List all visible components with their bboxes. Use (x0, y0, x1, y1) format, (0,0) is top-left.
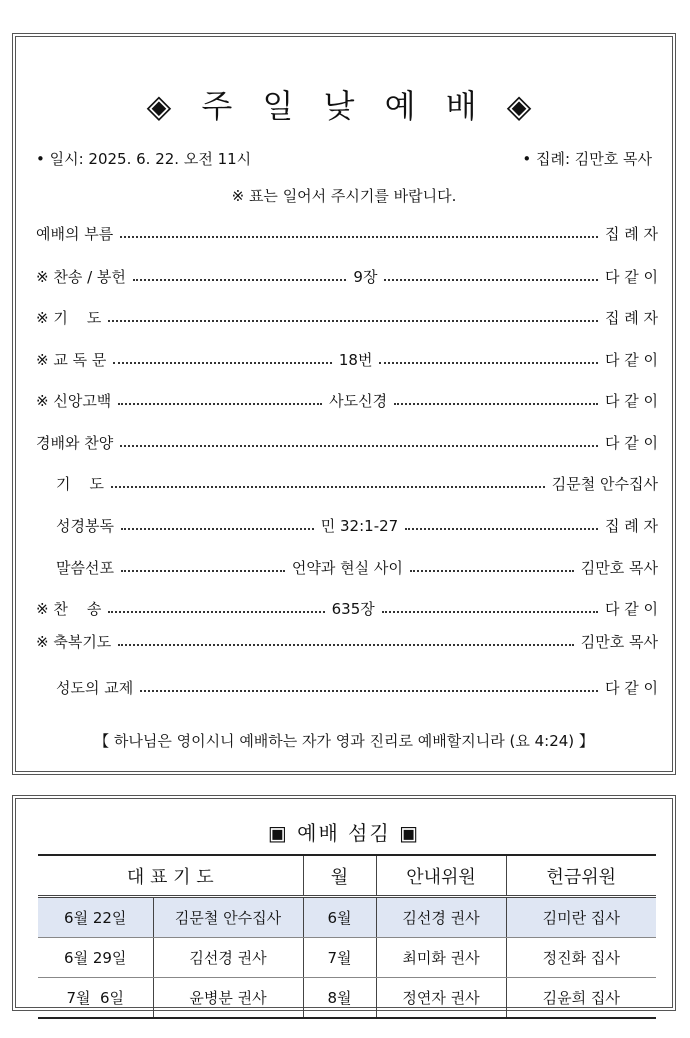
row-offering: 김미란 집사 (506, 897, 656, 938)
order-item-closing-hymn (36, 596, 658, 620)
leader-dots (394, 393, 598, 405)
leader-dots (379, 352, 598, 364)
leader-dots (113, 352, 332, 364)
leader-dots (111, 476, 545, 488)
order-item-detail: 18번 (338, 350, 373, 369)
service-date: • 일시: 2025. 6. 22. 오전 11시 (36, 150, 252, 168)
leader-dots (118, 393, 322, 405)
order-item-label: 예배의 부름 (36, 224, 114, 243)
order-item-hymn-offering (36, 264, 658, 288)
order-item-label: ※ 축복기도 (36, 632, 112, 651)
order-item-person: 집 례 자 (604, 516, 658, 535)
leader-dots (120, 226, 598, 238)
header-ushers: 안내위원 (376, 855, 506, 897)
table-row (38, 938, 656, 978)
order-item-label: 말씀선포 (56, 558, 114, 577)
leader-dots (384, 269, 598, 281)
order-item-praise (36, 430, 658, 454)
order-item-responsive-reading (36, 347, 658, 371)
order-item-detail: 9장 (353, 267, 378, 286)
row-usher: 최미화 권사 (376, 938, 506, 978)
table-row (38, 897, 656, 938)
service-leader: • 집례: 김만호 목사 (522, 150, 652, 168)
order-item-person: 다 같 이 (604, 350, 658, 369)
order-item-creed (36, 388, 658, 412)
leader-dots (121, 560, 285, 572)
worship-order-inner-border (15, 36, 673, 772)
row-date: 6월 22일 (38, 897, 153, 938)
leader-dots (410, 560, 574, 572)
row-month: 8월 (303, 978, 376, 1019)
row-offering: 김윤희 집사 (506, 978, 656, 1019)
order-item-person: 다 같 이 (604, 678, 658, 697)
header-representative-prayer: 대 표 기 도 (38, 855, 303, 897)
order-item-scripture-reading (56, 513, 658, 537)
order-item-person: 김문철 안수집사 (551, 474, 658, 493)
row-usher: 정연자 권사 (376, 978, 506, 1019)
serving-schedule-box (12, 795, 676, 1011)
header-offering: 헌금위원 (506, 855, 656, 897)
row-month: 7월 (303, 938, 376, 978)
order-item-person: 다 같 이 (605, 267, 659, 286)
order-item-detail: 민 32:1-27 (320, 516, 399, 535)
row-prayer: 윤병분 권사 (153, 978, 303, 1019)
order-item-label: ※ 찬송 / 봉헌 (36, 267, 126, 286)
leader-dots (140, 680, 598, 692)
order-item-representative-prayer (56, 471, 658, 495)
row-month: 6월 (303, 897, 376, 938)
leader-dots (108, 601, 324, 613)
service-title: ◈ 주 일 낮 예 배 ◈ (146, 87, 542, 125)
order-item-label: ※ 교 독 문 (36, 350, 107, 369)
leader-dots (133, 269, 347, 281)
row-date: 6월 29일 (38, 938, 153, 978)
leader-dots (121, 518, 314, 530)
worship-order-box (12, 33, 676, 775)
order-item-detail: 언약과 현실 사이 (291, 558, 403, 577)
row-prayer: 김문철 안수집사 (153, 897, 303, 938)
serving-schedule-title: ▣ 예배 섬김 ▣ (267, 821, 421, 845)
serving-schedule-inner-border (15, 798, 673, 1008)
order-item-person: 다 같 이 (604, 391, 658, 410)
order-item-label: ※ 기 도 (36, 308, 102, 327)
table-row (38, 978, 656, 1019)
order-item-label: 기 도 (56, 474, 105, 493)
leader-dots (120, 435, 598, 447)
table-header-row (38, 855, 656, 897)
leader-dots (118, 634, 573, 646)
order-item-label: 성경봉독 (56, 516, 114, 535)
order-item-sermon (56, 555, 658, 579)
header-month: 월 (303, 855, 376, 897)
order-item-person: 다 같 이 (604, 433, 658, 452)
scripture-verse: 【 하나님은 영이시니 예배하는 자가 영과 진리로 예배할지니라 (요 4:24) 】 (94, 732, 594, 750)
order-item-person: 집 례 자 (604, 308, 658, 327)
order-item-person: 김만호 목사 (580, 632, 658, 651)
serving-schedule-table (38, 854, 656, 1019)
order-item-prayer (36, 305, 658, 329)
order-item-call-to-worship (36, 221, 658, 245)
order-item-detail: 635장 (331, 599, 375, 618)
row-prayer: 김선경 권사 (153, 938, 303, 978)
leader-dots (382, 601, 598, 613)
row-date: 7월 6일 (38, 978, 153, 1019)
order-item-benediction (36, 629, 658, 653)
order-item-person: 김만호 목사 (580, 558, 658, 577)
order-item-label: 성도의 교제 (56, 678, 134, 697)
order-item-fellowship (56, 675, 658, 699)
order-item-person: 다 같 이 (604, 599, 658, 618)
leader-dots (108, 310, 598, 322)
order-item-label: ※ 찬 송 (36, 599, 102, 618)
row-offering: 정진화 집사 (506, 938, 656, 978)
order-item-person: 집 례 자 (604, 224, 658, 243)
row-usher: 김선경 권사 (376, 897, 506, 938)
order-item-detail: 사도신경 (329, 391, 388, 410)
standing-notice: ※ 표는 일어서 주시기를 바랍니다. (231, 187, 457, 205)
order-item-label: ※ 신앙고백 (36, 391, 112, 410)
leader-dots (405, 518, 598, 530)
order-item-label: 경배와 찬양 (36, 433, 114, 452)
